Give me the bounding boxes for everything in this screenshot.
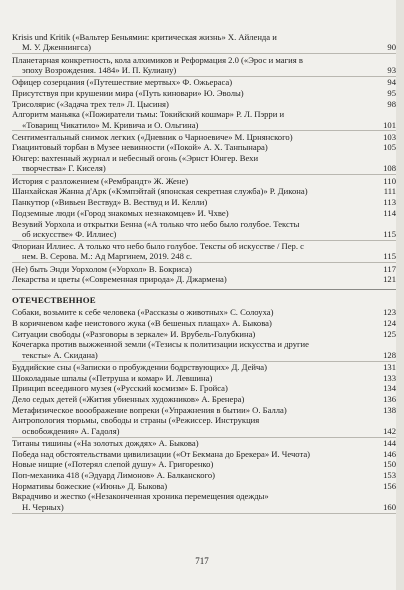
entry-title [12, 383, 376, 393]
contents-list-domestic [12, 307, 396, 513]
entry-title [12, 373, 376, 383]
entry-title-line: Планетарная конкретность, кола алхимиков и Реформация 2.0 («Эрос и магия в [12, 54, 303, 65]
entry-title [12, 438, 376, 448]
entry-page-number: 94 [387, 77, 396, 88]
entry-title [12, 394, 376, 404]
contents-entry [12, 197, 396, 207]
entry-title [12, 274, 376, 284]
entry-title-line: Флориан Иллиес. А только что небо было голубое. Тексты об искусстве / Пер. с [12, 241, 304, 252]
contents-entry [12, 449, 396, 459]
entry-title-continuation: эпоху Возрождения. 1484» И. П. Кулиану) [22, 64, 177, 75]
contents-entry [12, 405, 396, 415]
contents-entry [12, 264, 396, 274]
entry-page-number: 115 [383, 251, 396, 262]
entry-title-line: Шанхайская Жанна д'Арк («Кэмпэйтай (японская секретная служба)» Р. Дикона) [12, 186, 308, 197]
contents-entry [12, 77, 396, 87]
entry-title [12, 55, 376, 76]
entry-title-continuation: творчества» Г. Киселя) [22, 163, 106, 174]
entry-page-number: 136 [383, 394, 396, 405]
entry-title-line: Везувий Уорхола и открытки Бенна («А только что небо было голубое. Тексты [12, 218, 300, 229]
entry-title-line: Сентиментальный снимок легких («Дневник о Чарноевиче» М. Црнянского) [12, 131, 293, 142]
contents-entry [12, 241, 396, 263]
entry-title-line: Панкутюр («Вивьен Вествуд» В. Вествуд и И. Келли) [12, 197, 208, 208]
contents-entry [12, 481, 396, 491]
entry-title [12, 329, 376, 339]
contents-entry [12, 491, 396, 513]
entry-title [12, 459, 376, 469]
contents-entry [12, 219, 396, 241]
entry-title-line: Новые нищие («Потерял слепой душу» А. Григоренко) [12, 459, 214, 470]
contents-entry [12, 318, 396, 328]
entry-title-line: Алгоритм маньяка («Пожиратели тьмы: Токийский кошмар» Р. Л. Пэрри и [12, 109, 285, 120]
entry-page-number: 134 [383, 383, 396, 394]
entry-page-number: 156 [383, 480, 396, 491]
entry-title-line: Принцип всеединого музея («Русский космизм» Б. Гройса) [12, 383, 228, 394]
entry-title-line: Антропология тюрьмы, свободы и страны («Режиссер. Инструкция [12, 415, 260, 426]
contents-entry [12, 329, 396, 339]
entry-page-number: 111 [383, 186, 396, 197]
section-divider [12, 289, 396, 290]
contents-entry [12, 339, 396, 361]
entry-title [12, 99, 376, 109]
entry-title-continuation: тексты» А. Скидана) [22, 349, 98, 360]
contents-list-foreign [12, 32, 396, 285]
entry-title-continuation: «Товарищ Чикатило» М. Кривича и О. Ольгина) [22, 119, 199, 130]
entry-title-line: В коричневом кафе неистового жука («В бешеных плащах» А. Быкова) [12, 318, 272, 329]
entry-title-line: Вкрадчиво и жестко («Незаконченная хроника перемещения одежды» [12, 491, 269, 502]
contents-entry [12, 438, 396, 448]
entry-page-number: 138 [383, 404, 396, 415]
entry-page-number: 101 [383, 119, 396, 130]
entry-page-number: 117 [383, 263, 396, 274]
entry-title [12, 109, 376, 130]
contents-entry [12, 186, 396, 196]
entry-title [12, 153, 376, 174]
entry-title [12, 264, 376, 274]
contents-entry [12, 274, 396, 284]
entry-title-line: Кочегарка против выжженной земли («Тезисы к политизации искусства и другие [12, 339, 309, 350]
contents-entry [12, 415, 396, 437]
entry-title [12, 405, 376, 415]
contents-entry [12, 88, 396, 98]
entry-page-number: 153 [383, 470, 396, 481]
entry-title-line: Юнгер: вахтенный журнал и небесный огонь («Эрнст Юнгер. Вехи [12, 153, 259, 164]
entry-page-number: 133 [383, 372, 396, 383]
entry-title [12, 176, 376, 186]
contents-entry [12, 32, 396, 54]
entry-title [12, 481, 376, 491]
entry-title-line: Поп-механика 418 («Эдуард Лимонов» А. Балканского) [12, 470, 215, 481]
page-edge [396, 0, 404, 590]
entry-title-line: Лекарства и цветы («Современная природа» Д. Джармена) [12, 274, 227, 285]
entry-page-number: 115 [383, 228, 396, 239]
entry-title-line: Шоколадные шпалы («Петруша и комар» И. Левшина) [12, 372, 213, 383]
contents-entry [12, 99, 396, 109]
entry-title [12, 77, 376, 87]
entry-title-line: Нормативы божеские («Июнь» Д. Быкова) [12, 480, 168, 491]
entry-title-continuation: Н. Черных) [22, 501, 64, 512]
contents-entry [12, 394, 396, 404]
entry-title-line: История с разложением («Рембрандт» Ж. Жене) [12, 175, 189, 186]
entry-title [12, 415, 376, 436]
contents-entry [12, 459, 396, 469]
entry-title [12, 32, 376, 53]
entry-page-number: 93 [387, 64, 396, 75]
entry-page-number: 144 [383, 437, 396, 448]
entry-page-number: 95 [387, 87, 396, 98]
entry-title-line: (Не) быть Энди Уорхолом («Уорхол» В. Бокриса) [12, 263, 192, 274]
entry-title [12, 449, 376, 459]
entry-title [12, 132, 376, 142]
entry-page-number: 98 [387, 98, 396, 109]
contents-entry [12, 55, 396, 77]
entry-title-line: Гиацинтовый торбан в Музее невинности («Покой» А. Х. Танпынара) [12, 142, 268, 153]
entry-page-number: 124 [383, 318, 396, 329]
entry-title [12, 88, 376, 98]
entry-title [12, 186, 376, 196]
entry-title [12, 318, 376, 328]
entry-page-number: 110 [383, 175, 396, 186]
entry-title-continuation: об искусстве» Ф. Иллиес) [22, 228, 117, 239]
entry-title [12, 241, 376, 262]
entry-page-number: 160 [383, 501, 396, 512]
page-number: 717 [195, 556, 209, 566]
entry-title [12, 339, 376, 360]
entry-page-number: 90 [387, 42, 396, 53]
entry-page-number: 105 [383, 142, 396, 153]
entry-title-line: Офицер созерцания («Путешествие мертвых» Ф. Ожьераса) [12, 77, 233, 88]
entry-page-number: 121 [383, 274, 396, 285]
contents-entry [12, 362, 396, 372]
entry-page-number: 131 [383, 361, 396, 372]
entry-page-number: 103 [383, 131, 396, 142]
table-of-contents [12, 32, 396, 514]
entry-title [12, 197, 376, 207]
contents-entry [12, 176, 396, 186]
entry-title-line: Победа над обстоятельствами цивилизации («От Бекмана до Брекера» И. Чечота) [12, 448, 311, 459]
entry-page-number: 146 [383, 448, 396, 459]
entry-title-line: Ситуации свободы («Разговоры в зеркале» И. Врубель-Голубкина) [12, 328, 256, 339]
entry-title [12, 208, 376, 218]
contents-entry [12, 132, 396, 142]
entry-title-continuation: М. У. Дженнингса) [22, 42, 91, 53]
contents-entry [12, 307, 396, 317]
entry-title-continuation: освобождения» А. Гадоля) [22, 425, 120, 436]
entry-page-number: 142 [383, 425, 396, 436]
contents-entry [12, 470, 396, 480]
entry-title-line: Подземные люди («Город знакомых незнакомцев» И. Чхве) [12, 207, 229, 218]
section-heading: ОТЕЧЕСТВЕННОЕ [12, 295, 96, 306]
contents-entry [12, 109, 396, 131]
contents-entry [12, 153, 396, 175]
contents-entry [12, 383, 396, 393]
contents-entry [12, 142, 396, 152]
contents-entry [12, 208, 396, 218]
entry-title-line: Метафизическое вооображение вопреки («Упражнения в бытии» О. Балла) [12, 404, 287, 415]
entry-title [12, 491, 376, 512]
entry-title-line: Присутствуя при крушении мира («Путь киновари» Ю. Эволы) [12, 87, 244, 98]
entry-page-number: 123 [383, 307, 396, 318]
entry-title-line: Буддийские сны («Записки о пробуждении бодрствующих» Д. Дейча) [12, 361, 267, 372]
entry-page-number: 150 [383, 459, 396, 470]
entry-page-number: 125 [383, 328, 396, 339]
entry-title [12, 219, 376, 240]
entry-title [12, 142, 376, 152]
entry-title-line: Трисолярис («Задача трех тел» Л. Цысиня) [12, 98, 169, 109]
entry-title-line: Титаны тишины («На золотых дождях» А. Быкова) [12, 437, 199, 448]
entry-title-line: Дело седых детей («Жития убиенных художников» А. Бренера) [12, 394, 245, 405]
entry-title [12, 307, 376, 317]
entry-title-line: Krisis und Kritik («Вальтер Беньямин: критическая жизнь» Х. Айленда и [12, 32, 277, 42]
entry-title-line: Собаки, возьмите к себе человека («Рассказы о животных» С. Солоуха) [12, 307, 274, 318]
entry-page-number: 113 [383, 197, 396, 208]
contents-entry [12, 373, 396, 383]
entry-title [12, 362, 376, 372]
entry-title [12, 470, 376, 480]
entry-page-number: 108 [383, 163, 396, 174]
entry-title-continuation: нем. В. Серова. М.: Ад Маргинем, 2019. 248 с. [22, 251, 193, 262]
entry-page-number: 128 [383, 349, 396, 360]
entry-page-number: 114 [383, 207, 396, 218]
